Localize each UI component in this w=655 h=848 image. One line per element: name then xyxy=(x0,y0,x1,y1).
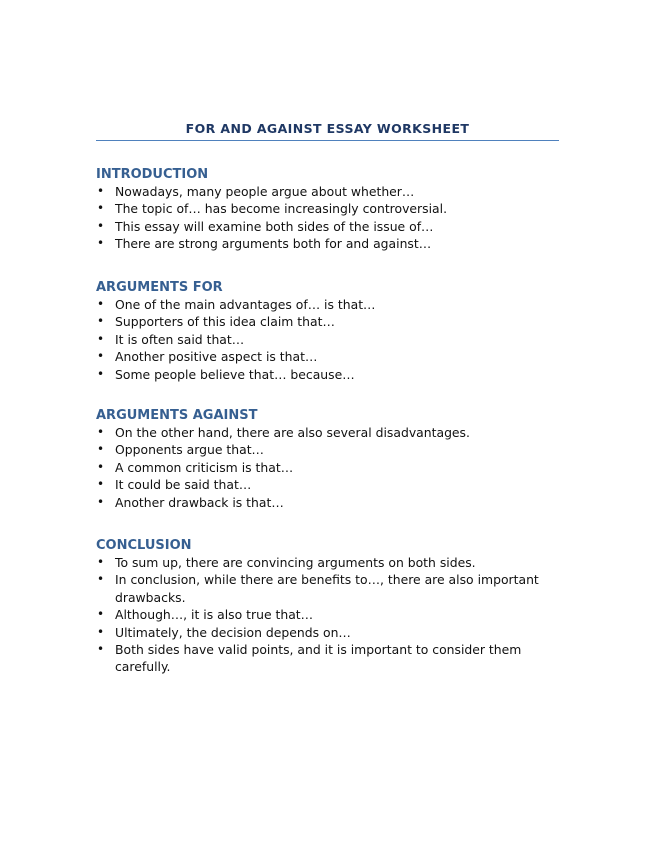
list-item: • Ultimately, the decision depends on… xyxy=(96,624,566,641)
section-introduction xyxy=(96,166,566,253)
list-item: • Nowadays, many people argue about whether… xyxy=(96,183,566,200)
section-heading: ARGUMENTS AGAINST xyxy=(96,408,258,423)
list-item: • There are strong arguments both for and against… xyxy=(96,235,566,252)
list-item: • Although…, it is also true that… xyxy=(96,606,566,623)
list-item: • Opponents argue that… xyxy=(96,441,566,458)
list-item: • One of the main advantages of… is that… xyxy=(96,296,566,313)
section-heading: INTRODUCTION xyxy=(96,167,209,182)
section-arguments-for xyxy=(96,279,566,383)
section-heading: CONCLUSION xyxy=(96,538,192,553)
title-underline xyxy=(96,140,559,141)
list-item: • This essay will examine both sides of the issue of… xyxy=(96,218,566,235)
list-item: • Supporters of this idea claim that… xyxy=(96,313,566,330)
section-arguments-against xyxy=(96,407,566,511)
bullet-list xyxy=(96,183,566,253)
section-heading: ARGUMENTS FOR xyxy=(96,280,223,295)
list-item: • Both sides have valid points, and it is important to consider them carefully. xyxy=(96,641,566,676)
list-item: • On the other hand, there are also several disadvantages. xyxy=(96,424,566,441)
list-item: • Some people believe that… because… xyxy=(96,366,566,383)
section-conclusion xyxy=(96,537,566,676)
bullet-list xyxy=(96,424,566,511)
list-item: • It could be said that… xyxy=(96,476,566,493)
list-item: • Another positive aspect is that… xyxy=(96,348,566,365)
list-item: • A common criticism is that… xyxy=(96,459,566,476)
bullet-list xyxy=(96,554,566,676)
list-item: • To sum up, there are convincing arguments on both sides. xyxy=(96,554,566,571)
list-item: • It is often said that… xyxy=(96,331,566,348)
list-item: • The topic of… has become increasingly controversial. xyxy=(96,200,566,217)
bullet-list xyxy=(96,296,566,383)
list-item: • Another drawback is that… xyxy=(96,494,566,511)
list-item: • In conclusion, while there are benefits to…, there are also important drawbacks. xyxy=(96,571,566,606)
document-title: FOR AND AGAINST ESSAY WORKSHEET xyxy=(185,121,470,136)
